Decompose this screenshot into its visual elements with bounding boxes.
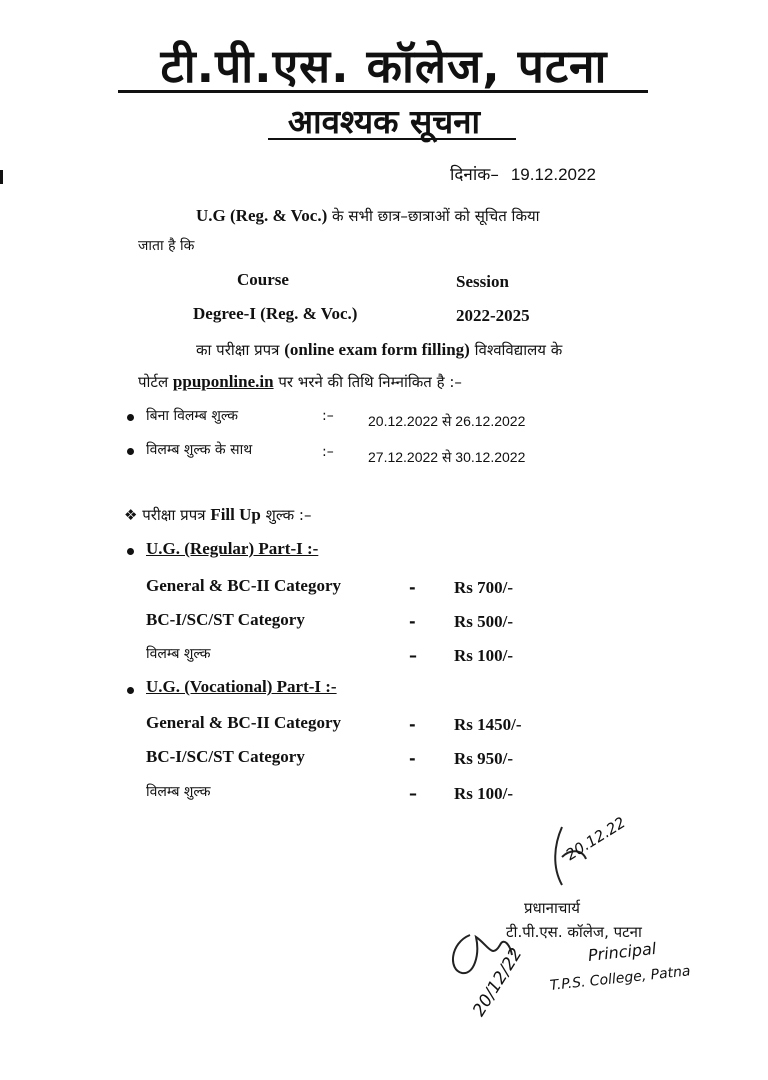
handwritten-date-bottom: 20/12/22	[469, 944, 527, 1020]
exam-form-line-2	[138, 372, 462, 392]
portal-label: पोर्टल	[138, 373, 169, 391]
date-label: दिनांक–	[450, 165, 499, 185]
schedule-label: बिना विलम्ब शुल्क	[146, 408, 238, 424]
college-title: टी.पी.एस. कॉलेज, पटना	[160, 39, 608, 93]
vocational-heading: U.G. (Vocational) Part-I :-	[146, 677, 337, 696]
fee-row-label: General & BC-II Category	[146, 576, 341, 595]
fee-row-label: विलम्ब शुल्क	[146, 646, 211, 662]
fee-row-label: BC-I/SC/ST Category	[146, 747, 305, 766]
portal-link[interactable]: ppuponline.in	[172, 372, 274, 391]
course-value: Degree-I (Reg. & Voc.)	[193, 304, 358, 323]
fee-section-heading	[124, 505, 311, 525]
fee-row-dash: -	[409, 578, 416, 597]
fee-row-amount: Rs 500/-	[454, 612, 514, 631]
fee-row-label: विलम्ब शुल्क	[146, 784, 211, 800]
fee-heading-suffix: शुल्क :–	[265, 506, 312, 524]
schedule-range: 27.12.2022 से 30.12.2022	[368, 449, 526, 465]
subtitle-underline	[268, 138, 516, 140]
university-text: विश्वविद्यालय के	[474, 341, 563, 359]
fee-row-dash: –	[409, 784, 417, 803]
college-name-hindi: टी.पी.एस. कॉलेज, पटना	[506, 923, 642, 941]
notice-subtitle: आवश्यक सूचना	[287, 102, 481, 141]
fee-row-amount: Rs 700/-	[454, 578, 514, 597]
schedule-separator: :–	[322, 408, 334, 424]
exam-form-english: (online exam form filling)	[284, 340, 470, 359]
intro-line-1	[196, 206, 540, 226]
fee-row-amount: Rs 100/-	[454, 646, 514, 665]
notice-date	[450, 162, 596, 185]
scan-edge-mark	[0, 170, 3, 184]
exam-form-line-1	[196, 340, 562, 360]
course-header: Course	[237, 270, 289, 289]
date-value: 19.12.2022	[510, 165, 596, 184]
bullet-icon	[127, 448, 134, 455]
fee-heading-english: Fill Up	[210, 505, 261, 524]
fee-row-dash: -	[409, 612, 416, 631]
schedule-separator: :–	[322, 444, 334, 460]
schedule-label: विलम्ब शुल्क के साथ	[146, 442, 253, 458]
schedule-intro: पर भरने की तिथि निम्नांकित है :–	[278, 373, 462, 391]
fee-row-amount: Rs 950/-	[454, 749, 514, 768]
fee-row-label: BC-I/SC/ST Category	[146, 610, 305, 629]
principal-title-english: Principal	[587, 938, 658, 965]
fee-row-dash: –	[409, 646, 417, 665]
regular-heading: U.G. (Regular) Part-I :-	[146, 539, 319, 558]
fee-row-amount: Rs 1450/-	[454, 715, 522, 734]
handwritten-date-top: 20.12.22	[562, 813, 629, 864]
college-name-english: T.P.S. College, Patna	[549, 963, 692, 994]
exam-form-text: का परीक्षा प्रपत्र	[196, 341, 280, 359]
session-header: Session	[456, 272, 509, 291]
intro-program: U.G (Reg. & Voc.)	[196, 206, 328, 225]
bullet-icon	[127, 548, 134, 555]
intro-line-1-rest: के सभी छात्र–छात्राओं को सूचित किया	[332, 207, 540, 225]
intro-line-2: जाता है कि	[138, 238, 195, 254]
fee-heading-text: परीक्षा प्रपत्र	[142, 506, 206, 524]
principal-title-hindi: प्रधानाचार्य	[524, 899, 580, 917]
session-value: 2022-2025	[456, 306, 530, 325]
diamond-bullet-icon: ❖	[124, 506, 138, 524]
fee-row-dash: -	[409, 749, 416, 768]
title-underline	[118, 90, 648, 93]
fee-row-label: General & BC-II Category	[146, 713, 341, 732]
fee-row-amount: Rs 100/-	[454, 784, 514, 803]
bullet-icon	[127, 414, 134, 421]
bullet-icon	[127, 687, 134, 694]
schedule-range: 20.12.2022 से 26.12.2022	[368, 413, 526, 429]
fee-row-dash: -	[409, 715, 416, 734]
